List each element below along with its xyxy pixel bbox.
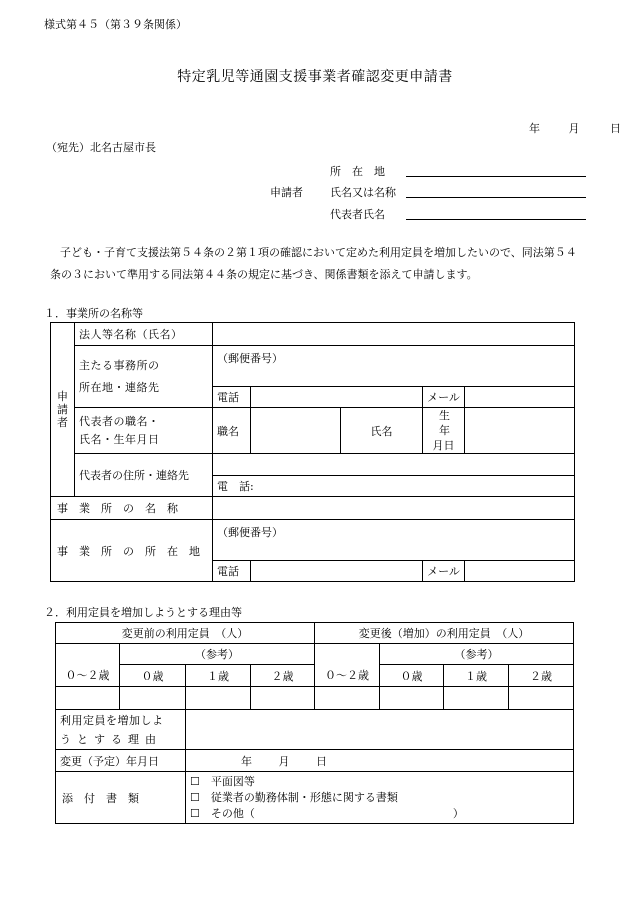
age-header: ０歳 bbox=[120, 665, 186, 687]
rep-birth-field[interactable] bbox=[465, 408, 575, 454]
age-header: ０～２歳 bbox=[56, 665, 120, 687]
capacity-cell[interactable] bbox=[380, 687, 444, 710]
after-reference-label: （参考） bbox=[380, 644, 574, 665]
office-name-field[interactable] bbox=[213, 497, 575, 520]
rep-name-label: 氏名 bbox=[341, 408, 423, 454]
rep-job-title-field[interactable] bbox=[251, 408, 341, 454]
applicant-rep-label: 代表者氏名 bbox=[330, 208, 385, 221]
document-title: 特定乳児等通園支援事業者確認変更申請書 bbox=[177, 69, 453, 85]
change-date-field[interactable]: 年 月 日 bbox=[186, 750, 574, 772]
office-tel-label: 電話 bbox=[213, 561, 251, 582]
age-header: ０歳 bbox=[380, 665, 444, 687]
rep-address-field[interactable] bbox=[213, 454, 575, 476]
applicant-name-label: 氏名又は名称 bbox=[330, 186, 396, 199]
rep-info-label: 代表者の職名・ 氏名・生年月日 bbox=[75, 408, 213, 454]
applicant-address-line[interactable] bbox=[406, 176, 586, 177]
section2-table bbox=[55, 622, 574, 824]
attachments-label: 添 付 書 類 bbox=[56, 772, 186, 824]
change-date-label: 変更（予定）年月日 bbox=[56, 750, 186, 772]
main-office-tel-field[interactable] bbox=[251, 387, 423, 408]
applicant-rep-line[interactable] bbox=[406, 219, 586, 220]
capacity-cell[interactable] bbox=[56, 687, 120, 710]
corp-name-label: 法人等名称（氏名） bbox=[75, 323, 213, 346]
office-mail-label: メール bbox=[423, 561, 465, 582]
applicant-side-label: 申請者 bbox=[51, 323, 75, 497]
after-total-spacer bbox=[315, 644, 380, 665]
applicant-label: 申請者 bbox=[270, 186, 303, 199]
age-header: ２歳 bbox=[251, 665, 315, 687]
age-header: ０～２歳 bbox=[315, 665, 380, 687]
office-location-label: 事 業 所 の 所 在 地 bbox=[51, 520, 213, 582]
rep-job-title-label: 職名 bbox=[213, 408, 251, 454]
capacity-cell[interactable] bbox=[186, 687, 251, 710]
capacity-cell[interactable] bbox=[315, 687, 380, 710]
reason-field[interactable] bbox=[186, 710, 574, 750]
applicant-rep-row bbox=[330, 206, 586, 222]
before-reference-label: （参考） bbox=[120, 644, 315, 665]
date-line bbox=[502, 120, 621, 136]
office-tel-field[interactable] bbox=[251, 561, 423, 582]
attachment-other-checkbox[interactable]: ☐ その他（ ） bbox=[190, 806, 464, 820]
rep-birth-label: 生 年 月日 bbox=[423, 408, 465, 454]
section2-heading: ２．利用定員を増加しようとする理由等 bbox=[44, 606, 242, 619]
applicant-name-line[interactable] bbox=[406, 197, 586, 198]
rep-tel-field[interactable]: 電 話: bbox=[213, 476, 575, 497]
rep-address-label: 代表者の住所・連絡先 bbox=[75, 454, 213, 497]
capacity-cell[interactable] bbox=[444, 687, 509, 710]
office-postal-field[interactable]: （郵便番号） bbox=[213, 520, 575, 561]
main-office-mail-label: メール bbox=[423, 387, 465, 408]
attachment-floorplan-checkbox[interactable]: ☐ 平面図等 bbox=[190, 774, 255, 788]
main-office-tel-label: 電話 bbox=[213, 387, 251, 408]
date-month: 月 bbox=[568, 122, 580, 135]
capacity-cell[interactable] bbox=[509, 687, 574, 710]
section1-heading: １．事業所の名称等 bbox=[44, 307, 143, 320]
corp-name-field[interactable] bbox=[213, 323, 575, 346]
attachments-list bbox=[186, 772, 574, 824]
age-header: １歳 bbox=[444, 665, 509, 687]
applicant-name-row bbox=[330, 184, 586, 200]
office-name-label: 事 業 所 の 名 称 bbox=[51, 497, 213, 520]
after-capacity-header: 変更後（増加）の利用定員 （人） bbox=[315, 623, 574, 644]
before-capacity-header: 変更前の利用定員 （人） bbox=[56, 623, 315, 644]
office-mail-field[interactable] bbox=[465, 561, 575, 582]
capacity-cell[interactable] bbox=[120, 687, 186, 710]
applicant-address-label: 所 在 地 bbox=[330, 165, 385, 178]
age-header: １歳 bbox=[186, 665, 251, 687]
addressee: （宛先）北名古屋市長 bbox=[46, 141, 156, 154]
reason-label: 利用定員を増加しよ うとする理由 bbox=[56, 710, 186, 750]
date-day: 日 bbox=[610, 122, 621, 135]
main-office-label: 主たる事務所の 所在地・連絡先 bbox=[75, 346, 213, 408]
date-year: 年 bbox=[529, 122, 540, 135]
before-total-spacer bbox=[56, 644, 120, 665]
capacity-cell[interactable] bbox=[251, 687, 315, 710]
statement-text: 子ども・子育て支援法第５４条の２第１項の確認において定めた利用定員を増加したいので、同法第５４条の３において準用する同法第４４条の規定に基づき、関係書類を添えて申請します。 bbox=[50, 246, 577, 281]
main-office-postal-field[interactable]: （郵便番号） bbox=[213, 346, 575, 387]
attachment-staff-checkbox[interactable]: ☐ 従業者の勤務体制・形態に関する書類 bbox=[190, 790, 398, 804]
applicant-address-row bbox=[330, 163, 586, 179]
age-header: ２歳 bbox=[509, 665, 574, 687]
form-number: 様式第４５（第３９条関係） bbox=[44, 18, 187, 31]
section1-table bbox=[50, 322, 575, 582]
main-office-mail-field[interactable] bbox=[465, 387, 575, 408]
